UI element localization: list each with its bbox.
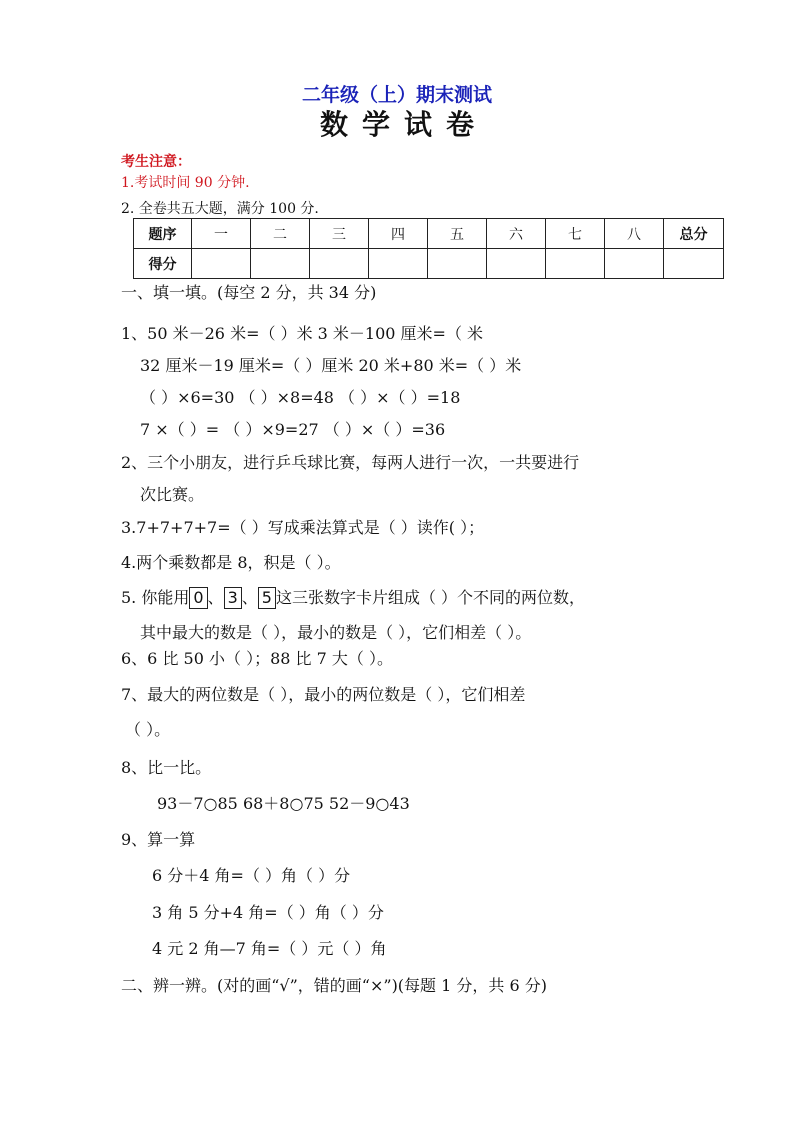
section2-heading: 二、辨一辨。(对的画“√”，错的画“×”)(每题 1 分，共 6 分): [121, 976, 547, 995]
score-cell[interactable]: [369, 249, 428, 279]
question-5-suffix: 这三张数字卡片组成（ ）个不同的两位数，: [275, 588, 586, 607]
score-cell[interactable]: [251, 249, 310, 279]
table-cell: 得分: [134, 249, 192, 279]
score-cell[interactable]: [487, 249, 546, 279]
question-5-line-1: [121, 585, 585, 609]
notice-item-2: 2. 全卷共五大题，满分 100 分.: [121, 201, 319, 217]
table-cell: 三: [310, 219, 369, 249]
score-cell[interactable]: [546, 249, 605, 279]
digit-card-0: 0: [189, 587, 207, 609]
score-cell[interactable]: [310, 249, 369, 279]
question-9-line-3: 4 元 2 角—7 角=（ ）元（ ）角: [152, 939, 387, 958]
question-4: 4.两个乘数都是 8，积是（ ）。: [121, 553, 341, 572]
question-7-line-1: 7、最大的两位数是（ ），最小的两位数是（ ），它们相差: [121, 685, 526, 704]
score-table-score-row: [134, 249, 724, 279]
digit-card-5: 5: [258, 587, 276, 609]
table-cell: 一: [192, 219, 251, 249]
question-7-line-2: （ ）。: [125, 720, 171, 739]
question-1-line-4: 7 ×（ ）= （ ）×9=27 （ ）×（ ）=36: [140, 420, 446, 439]
table-cell: 四: [369, 219, 428, 249]
score-table-header-row: [134, 219, 724, 249]
digit-card-3: 3: [224, 587, 242, 609]
question-9-heading: 9、算一算: [121, 830, 196, 849]
question-1-line-3: （ ）×6=30 （ ）×8=48 （ ）×（ ）=18: [140, 388, 461, 407]
table-cell: 七: [546, 219, 605, 249]
exam-title: 数学试卷: [319, 108, 488, 141]
table-cell: 六: [487, 219, 546, 249]
question-8-heading: 8、比一比。: [121, 758, 212, 777]
table-cell: 题序: [134, 219, 192, 249]
score-cell[interactable]: [664, 249, 724, 279]
score-cell[interactable]: [428, 249, 487, 279]
table-cell: 二: [251, 219, 310, 249]
question-1-line-1: 1、50 米－26 米=（ ）米 3 米－100 厘米=（ 米: [121, 324, 484, 343]
table-cell: 五: [428, 219, 487, 249]
table-cell: 总分: [664, 219, 724, 249]
score-cell[interactable]: [605, 249, 664, 279]
section1-heading: 一、填一填。(每空 2 分，共 34 分): [121, 283, 377, 302]
score-cell[interactable]: [192, 249, 251, 279]
notice-heading: 考生注意：: [121, 154, 191, 170]
exam-subtitle: 二年级（上）期末测试: [301, 84, 492, 106]
question-5-prefix: 5. 你能用: [121, 588, 190, 607]
question-1-line-2: 32 厘米－19 厘米=（ ）厘米 20 米+80 米=（ ）米: [140, 356, 522, 375]
question-2-line-2: 次比赛。: [140, 485, 205, 504]
notice-item-1: 1.考试时间 90 分钟.: [121, 175, 250, 191]
table-cell: 八: [605, 219, 664, 249]
separator: 、: [241, 588, 258, 607]
question-6: 6、6 比 50 小（ ）；88 比 7 大（ ）。: [121, 649, 393, 668]
question-9-line-2: 3 角 5 分+4 角=（ ）角（ ）分: [152, 903, 384, 922]
question-2-line-1: 2、三个小朋友，进行乒乓球比赛，每两人进行一次，一共要进行: [121, 453, 580, 472]
question-3: 3.7+7+7+7=（ ）写成乘法算式是（ ）读作( ）；: [121, 518, 485, 537]
question-9-line-1: 6 分＋4 角=（ ）角（ ）分: [152, 866, 351, 885]
question-5-line-2: 其中最大的数是（ ），最小的数是（ ），它们相差（ ）。: [140, 623, 532, 642]
score-table: [133, 218, 724, 279]
question-8-comparisons: 93－7○85 68＋8○75 52－9○43: [157, 794, 410, 813]
separator: 、: [207, 588, 224, 607]
